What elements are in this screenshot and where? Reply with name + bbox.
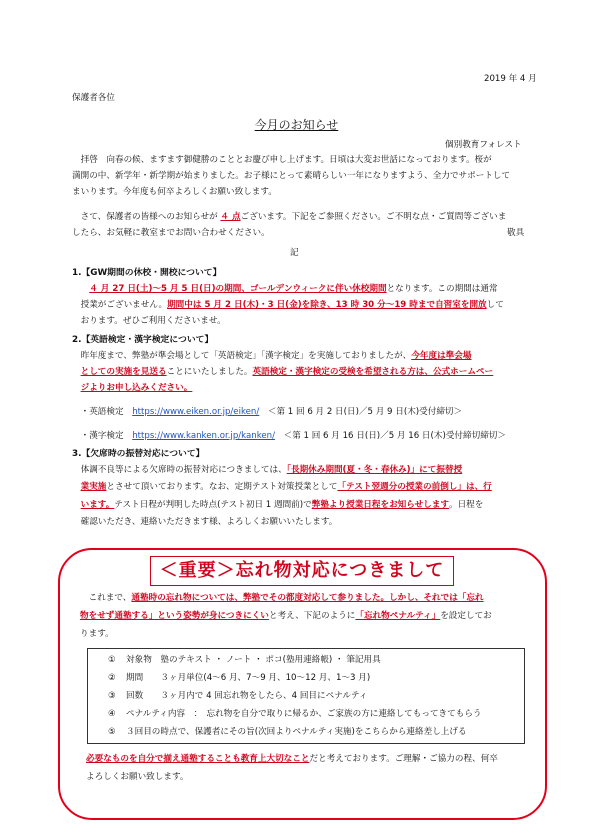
kanken-note: ＜第 1 回 6 月 16 日(日)／5 月 16 日(木)受付締切締切＞ xyxy=(275,431,506,441)
important-line-3: ります。 xyxy=(80,629,114,639)
rule-number: ③ xyxy=(108,691,116,701)
important-line-1 xyxy=(80,593,540,605)
section-1-line-2 xyxy=(72,300,532,312)
section-1-heading: 1.【GW期間の休校・開校について】 xyxy=(72,268,222,278)
section-3-line-3 xyxy=(72,500,532,512)
closing: 敬具 xyxy=(507,228,525,238)
highlight: 「テスト翌週分の授業の前倒し」は、行 xyxy=(337,482,492,492)
text: となります。この期間は通常 xyxy=(386,284,498,294)
text: ことにいたしました。 xyxy=(166,367,253,377)
highlight: 「忘れ物ペナルティ」 xyxy=(355,611,441,621)
section-2-heading: 2.【英語検定・漢字検定について】 xyxy=(72,335,214,345)
section-1-line-1 xyxy=(72,284,532,296)
important-line-2 xyxy=(80,611,540,623)
eiken-link[interactable]: https://www.eiken.or.jp/eiken/ xyxy=(132,407,260,417)
title-text: 今月のお知らせ xyxy=(254,118,339,132)
rule-text: 対象物 塾のテキスト ・ ノート ・ ポコ(塾用連絡帳) ・ 筆記用具 xyxy=(126,655,381,665)
page-title xyxy=(0,117,593,133)
highlight: ４ 月 27 日(土)～5 月 5 日(日)の期間、ゴールデンウィークに伴い休校期間 xyxy=(89,284,387,294)
rule-row xyxy=(108,655,381,667)
rule-row xyxy=(108,673,370,685)
section-2-line-3 xyxy=(72,383,532,395)
highlight: 弊塾より授業日程をお知らせします xyxy=(311,500,449,510)
section-3-line-2 xyxy=(72,482,532,494)
section-3-line-4 xyxy=(72,517,532,529)
text: 。日程を xyxy=(448,500,484,510)
greeting-line-2: 満開の中、新学年・新学期が始まりました。お子様にとって素晴らしい一年になりますよう、全力でサポートして xyxy=(72,171,511,181)
rule-text: 期間 ３ヶ月単位(4～6 月、7～9 月、10～12 月、1～3 月) xyxy=(126,673,371,683)
highlight: 英語検定・漢字検定の受検を希望される方は、公式ホームペー xyxy=(252,367,494,377)
date: 2019 年 4 月 xyxy=(484,74,537,84)
greeting-line-4 xyxy=(72,212,532,224)
eiken-label: ・英語検定 xyxy=(80,407,133,417)
kanken-link[interactable]: https://www.kanken.or.jp/kanken/ xyxy=(132,431,276,441)
highlight: としての実施を見送る xyxy=(80,367,167,377)
text: 昨年度まで、弊塾が準会場として「英語検定」「漢字検定」を実施しておりましたが、 xyxy=(72,351,412,361)
highlight: ジよりお申し込みください。 xyxy=(80,383,193,393)
eiken-row xyxy=(72,407,532,419)
rule-text: 回数 ３ヶ月内で 4 回忘れ物をしたら、4 回目にペナルティ xyxy=(126,691,368,701)
text: だと考えております。ご理解・ご協力の程、何卒 xyxy=(309,754,498,764)
recipient: 保護者各位 xyxy=(72,93,115,103)
notice-count: ４ 点 xyxy=(220,212,241,222)
rule-row xyxy=(108,709,482,721)
text: を設定してお xyxy=(440,611,492,621)
rule-text: ３回目の時点で、保護者にその旨(次回よりペナルティ実施)をこちらから連絡差し上げる xyxy=(126,727,467,737)
rule-row xyxy=(108,727,467,739)
section-3-line-1 xyxy=(72,465,532,477)
highlight: います。 xyxy=(80,500,115,510)
section-2-line-1 xyxy=(72,351,532,363)
rule-number: ⑤ xyxy=(108,727,116,737)
text: 授業がございません。 xyxy=(80,300,168,310)
rule-number: ① xyxy=(108,655,116,665)
footer-line-2: よろしくお願い致します。 xyxy=(86,772,189,782)
footer-line-1 xyxy=(86,754,536,766)
text: 体調不良等による欠席時の振替対応につきましては、 xyxy=(72,465,287,475)
section-2-line-2 xyxy=(72,367,532,379)
rule-text: ペナルティ内容 ： 忘れ物を自分で取りに帰るか、ご家族の方に連絡してもってきてもらう xyxy=(126,709,482,719)
greeting-text: ございます。下記をご参照ください。ご不明な点・ご質問等ございま xyxy=(240,212,507,222)
highlight: 期間中は 5 月 2 日(木)・3 日(金)を除き、13 時 30 分～19 時まで自習室を開放 xyxy=(167,300,487,310)
greeting-line-5: したら、お気軽に教室までお問い合わせください。 xyxy=(72,228,270,238)
highlight: 「長期休み期間(夏・冬・春休み)」にて振替授 xyxy=(286,465,463,475)
highlight: 物をせず通塾する」という姿勢が身につきにくい xyxy=(80,611,269,621)
sender: 個別教育フォレスト xyxy=(445,140,522,150)
text: これまで、 xyxy=(80,593,132,603)
ki-mark: 記 xyxy=(290,248,299,258)
text: おります。ぜひご利用くださいませ。 xyxy=(80,316,226,326)
text: 確認いただき、連絡いただきます様、よろしくお願いいたします。 xyxy=(80,517,338,527)
section-3-heading: 3.【欠席時の振替対応について】 xyxy=(72,449,205,459)
text: テスト日程が判明した時点(テスト初日 1 週間前)で xyxy=(114,500,312,510)
text: とさせて頂いております。なお、定期テスト対策授業として xyxy=(106,482,338,492)
section-1-line-3 xyxy=(72,316,532,328)
kanken-label: ・漢字検定 xyxy=(80,431,133,441)
text: して xyxy=(486,300,504,310)
important-title: ＜重要＞忘れ物対応につきまして xyxy=(150,556,454,586)
greeting-line-3: まいります。今年度も何卒よろしくお願い致します。 xyxy=(72,187,277,197)
text: と考え、下記のように xyxy=(268,611,356,621)
highlight: 業実施 xyxy=(80,482,107,492)
highlight: 必要なものを自分で揃え通塾することも教育上大切なこと xyxy=(86,754,310,764)
greeting-text: さて、保護者の皆様へのお知らせが xyxy=(72,212,221,222)
kanken-row xyxy=(72,431,532,443)
eiken-note: ＜第 1 回 6 月 2 日(日)／5 月 9 日(木)受付締切＞ xyxy=(259,407,463,417)
rule-number: ② xyxy=(108,673,116,683)
rule-row xyxy=(108,691,367,703)
rule-number: ④ xyxy=(108,709,116,719)
highlight: 通塾時の忘れ物については、弊塾でその都度対応して参りました。しかし、それでは「忘れ xyxy=(131,593,484,603)
greeting-line-1: 拝啓 向春の候、ますます御健勝のこととお慶び申し上げます。日頃は大変お世話になっております。桜が xyxy=(72,155,492,165)
highlight: 今年度は準会場 xyxy=(411,351,472,361)
penalty-rules-box xyxy=(87,648,525,744)
